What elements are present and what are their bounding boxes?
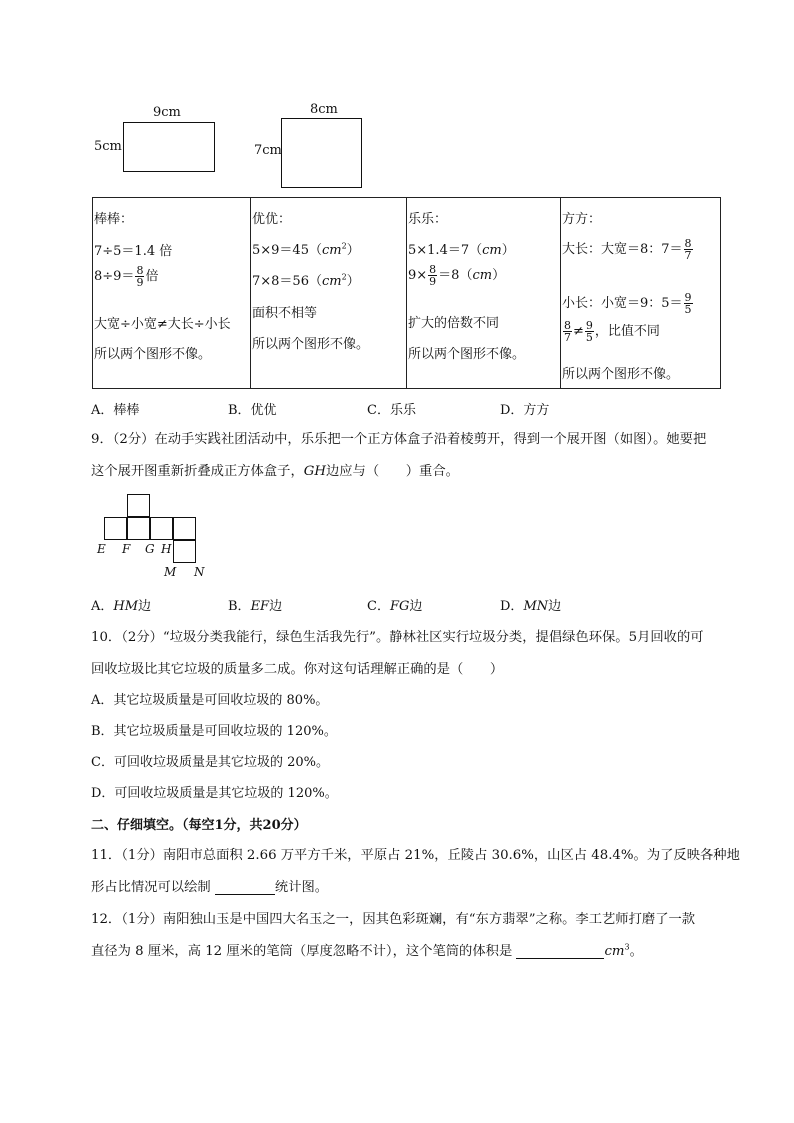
q10-text-line1: 10．（2分）“垃圾分类我能行，绿色生活我先行”。静林社区实行垃圾分类，提倡绿色环保。5月回收的可 — [91, 630, 704, 645]
q10-option-c[interactable]: C．可回收垃圾质量是其它垃圾的 20%。 — [91, 755, 329, 770]
net-label-m: M — [164, 565, 177, 579]
q9-option-d[interactable]: D．MN边 — [500, 599, 562, 614]
net-square — [150, 517, 173, 540]
net-square — [127, 494, 150, 517]
q12-answer-blank[interactable] — [516, 944, 604, 959]
rect2-height-label: 7cm — [254, 143, 282, 158]
section-heading: 二、仔细填空。（每空1分，共20分） — [91, 818, 307, 833]
rectangle-9x5 — [123, 122, 215, 172]
q11-text-line1: 11．（1分）南阳市总面积 2.66 万平方千米，平原占 21%，丘陵占 30.6%，山区占 48.4%。为了反映各种地 — [91, 848, 740, 863]
rectangle-8x7 — [281, 118, 362, 188]
rect1-height-label: 5cm — [94, 139, 122, 154]
q11-text-line2: 形占比情况可以绘制 统计图。 — [91, 880, 329, 895]
net-square — [173, 540, 196, 563]
q8-option-a[interactable]: A．棒棒 — [91, 403, 140, 418]
net-square — [104, 517, 127, 540]
q9-option-c[interactable]: C．FG边 — [367, 599, 423, 614]
q12-text-line1: 12．（1分）南阳独山玉是中国四大名玉之一，因其色彩斑斓，有“东方翡翠”之称。李工艺师打磨了一款 — [91, 912, 696, 927]
net-label-n: N — [194, 565, 205, 579]
net-square — [127, 517, 150, 540]
student-answers-table — [92, 197, 721, 389]
q8-option-b[interactable]: B．优优 — [228, 403, 277, 418]
q10-text-line2: 回收垃圾比其它垃圾的质量多二成。你对这句话理解正确的是（ ） — [91, 662, 504, 677]
answer-cell-bangbang: 棒棒： 7÷5＝1.4 倍 8÷9＝ $\frac{8}{9}$ 倍 大宽÷小宽≠大长÷小长 所以两个图形不像。 — [93, 198, 251, 389]
net-square — [173, 517, 196, 540]
rect2-width-label: 8cm — [310, 102, 338, 117]
net-label-e: E — [97, 542, 106, 556]
net-label-f: F — [122, 542, 131, 556]
q10-option-d[interactable]: D．可回收垃圾质量是其它垃圾的 120%。 — [91, 786, 338, 801]
q9-option-b[interactable]: B．EF边 — [228, 599, 283, 614]
answer-cell-youyou: 优优： $5\times 9=45(cm^2)$ $7\times 8=56(cm^2)$ 面积不相等 所以两个图形不像。 — [251, 198, 407, 389]
q8-option-d[interactable]: D．方方 — [500, 403, 550, 418]
net-label-h: H — [161, 542, 172, 556]
q12-text-line2: 直径为 8 厘米，高 12 厘米的笔筒（厚度忽略不计），这个笔筒的体积是 $cm^3$。 — [91, 942, 643, 959]
q9-text-line1: 9．（2分）在动手实践社团活动中，乐乐把一个正方体盒子沿着棱剪开，得到一个展开图（如图）。她要把 — [91, 432, 707, 447]
answer-cell-lele: 乐乐： 5×1.4＝7（cm） 9× $\frac{8}{9}$ ＝8（cm） 扩大的倍数不同 所以两个图形不像。 — [407, 198, 561, 389]
net-label-g: G — [145, 542, 155, 556]
q9-option-a[interactable]: A．HM边 — [91, 599, 152, 614]
q10-option-b[interactable]: B．其它垃圾质量是可回收垃圾的 120%。 — [91, 724, 337, 739]
q10-option-a[interactable]: A．其它垃圾质量是可回收垃圾的 80%。 — [91, 693, 329, 708]
q9-text-line2: 这个展开图重新折叠成正方体盒子，GH边应与（ ）重合。 — [91, 464, 459, 479]
q8-option-c[interactable]: C．乐乐 — [367, 403, 416, 418]
q11-answer-blank[interactable] — [215, 880, 275, 895]
answer-cell-fangfang: 方方： 大长：大宽＝8：7＝ $\frac{8}{7}$ 小长：小宽＝9：5＝ $\frac{9}{5}$ $\frac{8}{7}$ ≠ $\frac{9}{5}$ ，比值不同 所以两个图形不像。 — [561, 198, 721, 389]
rect1-width-label: 9cm — [153, 105, 181, 120]
